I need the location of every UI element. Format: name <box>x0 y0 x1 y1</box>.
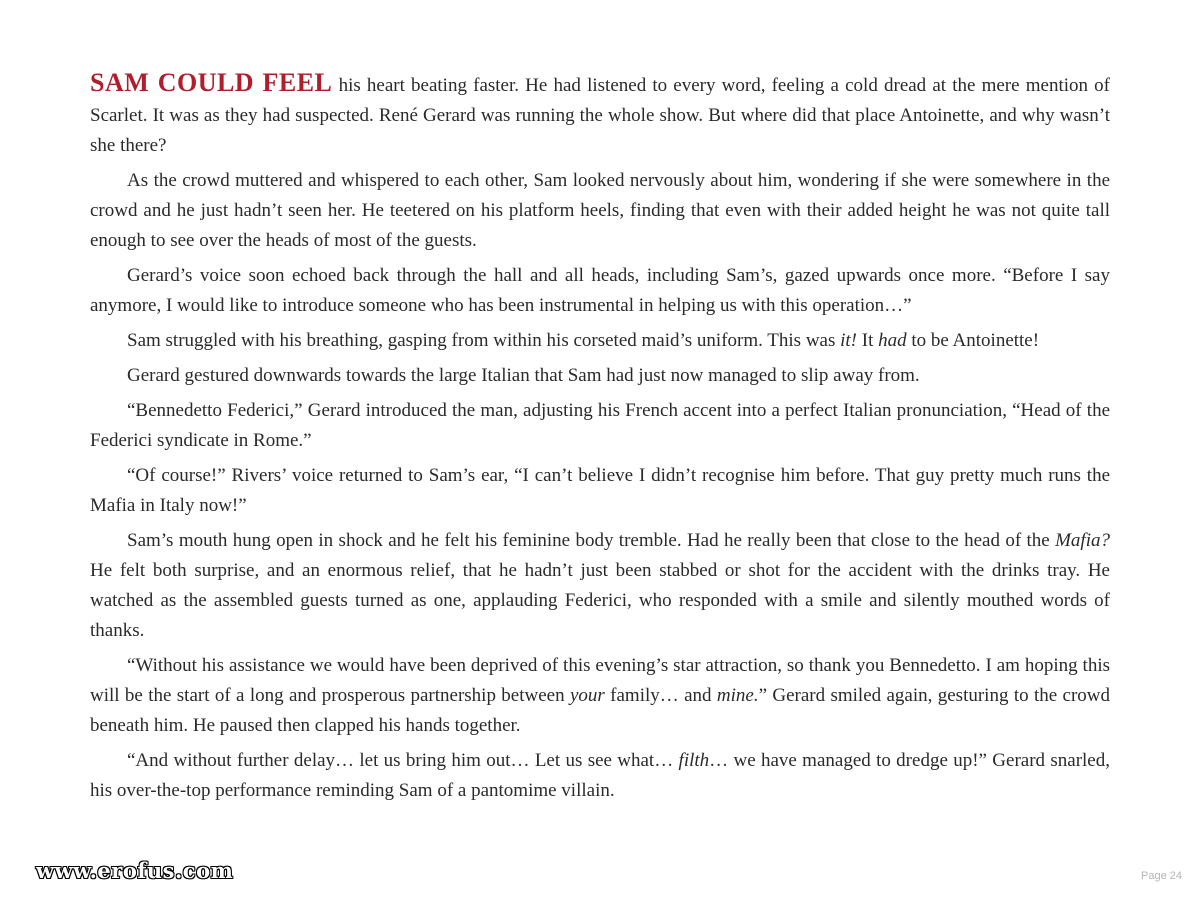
opening-small-caps: SAM COULD FEEL <box>90 68 333 97</box>
paragraph-3: Gerard’s voice soon echoed back through the hall and all heads, including Sam’s, gazed upwards once more. “Before I say anymore, I would like to introduce someone who has been instrumental in helping us with this operation…” <box>90 265 1110 316</box>
paragraph-10-text-a: “And without further delay… let us bring him out… Let us see what… <box>127 750 679 771</box>
paragraph-5: Gerard gestured downwards towards the large Italian that Sam had just now managed to slip away from. <box>127 365 920 386</box>
paragraph-7: “Of course!” Rivers’ voice returned to Sam’s ear, “I can’t believe I didn’t recognise him before. That guy pretty much runs the Mafia in Italy now!” <box>90 465 1110 516</box>
paragraph-8-emphasis-mafia: Mafia? <box>1055 530 1110 551</box>
paragraph-4-emphasis-had: had <box>878 330 907 351</box>
paragraph-10-emphasis-filth: filth <box>678 750 710 771</box>
paragraph-2: As the crowd muttered and whispered to each other, Sam looked nervously about him, wondering if she were somewhere in the crowd and he just hadn’t seen her. He teetered on his platform heels, finding that even with their added height he was not quite tall enough to see over the heads of most of the guests. <box>90 170 1110 251</box>
page-number: Page 24 <box>1141 870 1182 882</box>
paragraph-9-text-a: “Without his assistance we would have been deprived of this evening’s star attraction, so thank you Bennedetto. I am hoping this will be the start of a long and prosperous partnership between <box>90 655 1110 706</box>
paragraph-4-emphasis-it: it! <box>840 330 858 351</box>
paragraph-10-text-b: … we have managed to dredge up!” Gerard snarled, his over-the-top performance reminding Sam of a pantomime villain. <box>90 750 1110 801</box>
paragraph-1 <box>90 68 1110 161</box>
paragraph-8-text-b: He felt both surprise, and an enormous relief, that he hadn’t just been stabbed or shot for the accident with the drinks tray. He watched as the assembled guests turned as one, applauding Federici, who responded with a smile and silently mouthed words of thanks. <box>90 560 1110 641</box>
paragraph-9-emphasis-your: your <box>569 685 605 706</box>
paragraph-4-text-b: It <box>857 330 879 351</box>
paragraph-9-text-b: family… and <box>604 685 717 706</box>
paragraph-8 <box>90 526 1110 646</box>
paragraph-8-text-a: Sam’s mouth hung open in shock and he felt his feminine body tremble. Had he really been that close to the head of the <box>127 530 1056 551</box>
paragraph-10 <box>90 746 1110 806</box>
paragraph-9-emphasis-mine: mine. <box>716 685 759 706</box>
paragraph-9 <box>90 651 1110 741</box>
paragraph-6: “Bennedetto Federici,” Gerard introduced the man, adjusting his French accent into a perfect Italian pronunciation, “Head of the Federici syndicate in Rome.” <box>90 400 1110 451</box>
paragraph-9-text-c: ” Gerard smiled again, gesturing to the crowd beneath him. He paused then clapped his hands together. <box>90 685 1111 736</box>
paragraph-4-text-a: Sam struggled with his breathing, gasping from within his corseted maid’s uniform. This was <box>127 330 841 351</box>
site-watermark: www.erofus.com <box>36 858 234 883</box>
story-body <box>90 68 1110 811</box>
paragraph-1-text: his heart beating faster. He had listened to every word, feeling a cold dread at the mere mention of Scarlet. It was as they had suspected. René Gerard was running the whole show. But where did that place Antoinette, and why wasn’t she there? <box>90 75 1110 156</box>
paragraph-4-text-c: to be Antoinette! <box>906 330 1040 351</box>
paragraph-4 <box>90 326 1110 356</box>
